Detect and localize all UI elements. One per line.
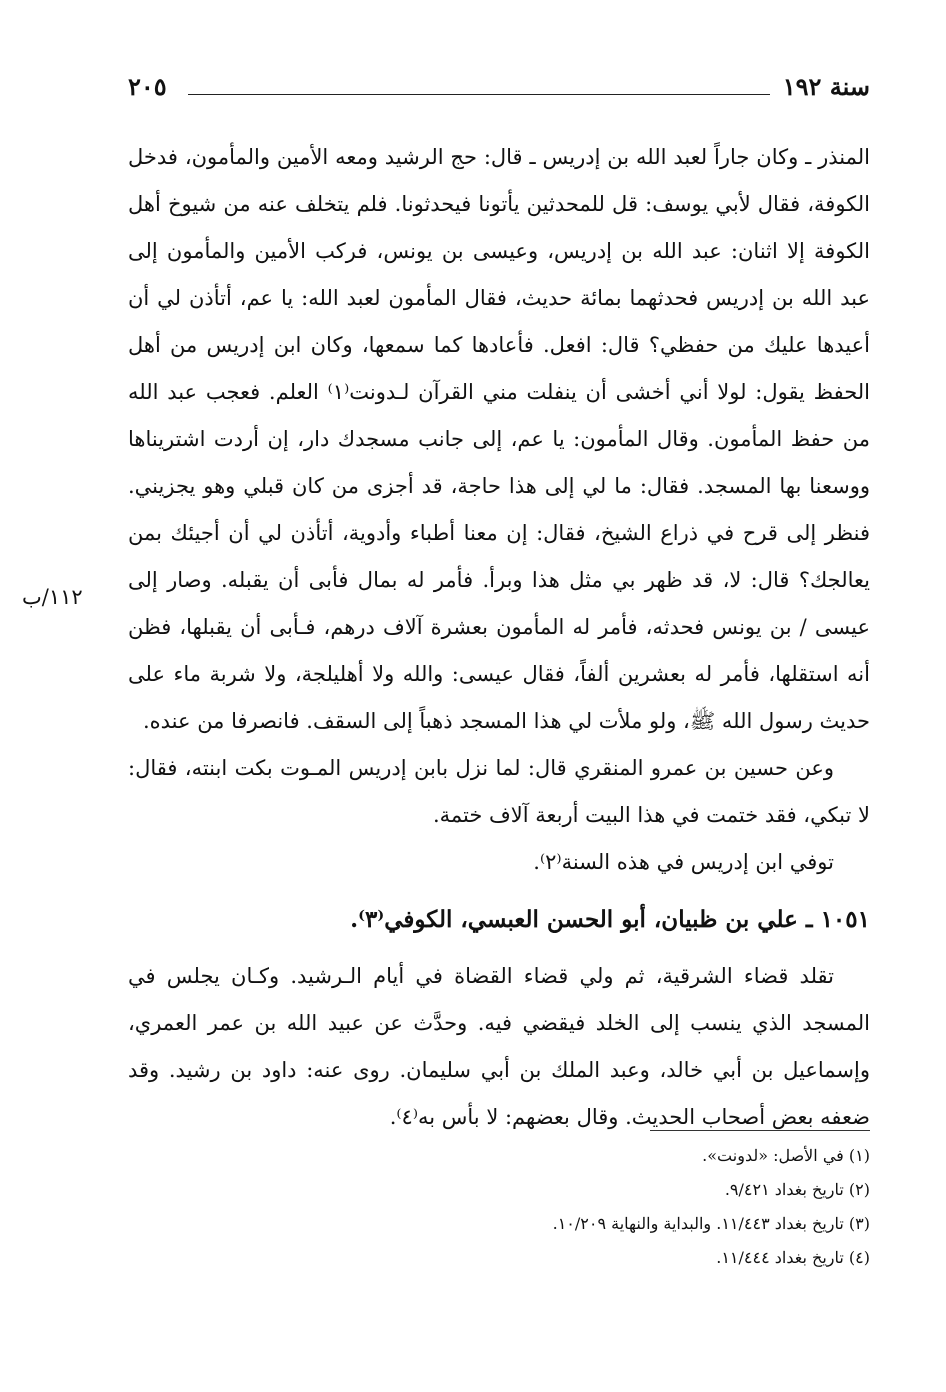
margin-folio-note: ١١٢/ب bbox=[22, 585, 83, 609]
footnotes bbox=[128, 1130, 870, 1275]
footnote: (٢) تاريخ بغداد ٩/٤٢١. bbox=[724, 1180, 870, 1199]
header-rule bbox=[188, 94, 770, 95]
paragraph: المنذر ـ وكان جاراً لعبد الله بن إدريس ـ قال: حج الرشيد ومعه الأمين والمأمون، فدخل الكوفة، فقال لأبي يوسف: قل للمحدثين يأتونا فيحدثونا. فلم يتخلف عنه من شيوخ أهل الكوفة إلا اثنان: عبد الله بن إدريس، وعيسى بن يونس، فركب الأمين والمأمون إلى عبد الله بن إدريس فحدثهما بمائة حديث، فقال المأمون لعبد الله: يا عم، أتأذن لي أن أعيدها عليك من حفظي؟ قال: افعل. فأعادها كما سمعها، وكان ابن إدريس من أهل الحفظ يقول: لولا أني أخشى أن ينفلت مني القرآن لـدونت⁽١⁾ العلم. فعجب عبد الله من حفظ المأمون. وقال المأمون: يا عم، إلى جانب مسجدك دار، إن أردت اشتريناها ووسعنا بها المسجد. فقال: ما لي إلى هذا حاجة، قد أجزى من كان قبلي وهو يجزيني. فنظر إلى قرح في ذراع الشيخ، فقال: إن معنا أطباء وأدوية، أتأذن لي أن أجيئك بمن يعالجك؟ قال: لا، قد ظهر بي مثل هذا وبرأ. فأمر له بمال فأبى أن يقبله. وصار إلى عيسى / بن يونس فحدثه، فأمر له المأمون بعشرة آلاف درهم، فـأبى أن يقبلها، فظن أنه استقلها، فأمر له بعشرين ألفاً، فقال عيسى: والله ولا أهليلجة، ولا شربة ماء على حديث رسول الله ﷺ، ولو ملأت لي هذا المسجد ذهباً إلى السقف. فانصرفا من عنده. bbox=[128, 145, 870, 733]
paragraph: وعن حسين بن عمرو المنقري قال: لما نزل بابن إدريس المـوت بكت ابنته، فقال: لا تبكي، فقد ختمت في هذا البيت أربعة آلاف ختمة. bbox=[128, 756, 870, 827]
paragraph: توفي ابن إدريس في هذه السنة⁽٢⁾. bbox=[533, 850, 834, 874]
year-label: سنة ١٩٢ bbox=[782, 72, 870, 101]
footnote: (٣) تاريخ بغداد ١١/٤٤٣. والبداية والنهاية ١٠/٢٠٩. bbox=[552, 1214, 870, 1233]
entry-heading: ١٠٥١ ـ علي بن ظبيان، أبو الحسن العبسي، الكوفي⁽٣⁾. bbox=[350, 906, 870, 933]
footnote: (١) في الأصل: «لدونت». bbox=[702, 1146, 870, 1165]
footnote: (٤) تاريخ بغداد ١١/٤٤٤. bbox=[716, 1248, 870, 1267]
page-number: ٢٠٥ bbox=[128, 72, 167, 101]
running-head bbox=[128, 72, 870, 112]
entry-text: تقلد قضاء الشرقية، ثم ولي قضاء القضاة في أيام الـرشيد. وكـان يجلس في المسجد الذي ينسب إلى الخلد فيقضي فيه. وحدَّث عن عبيد الله بن عمر العمري، وإسماعيل بن أبي خالد، وعبد الملك بن أبي سليمان. روى عنه: داود بن رشيد. وقد ضعفه بعض أصحاب الحديث. وقال بعضهم: لا بأس به⁽٤⁾. bbox=[128, 964, 870, 1129]
main-text bbox=[128, 134, 870, 1141]
footnote-rule bbox=[650, 1130, 870, 1131]
